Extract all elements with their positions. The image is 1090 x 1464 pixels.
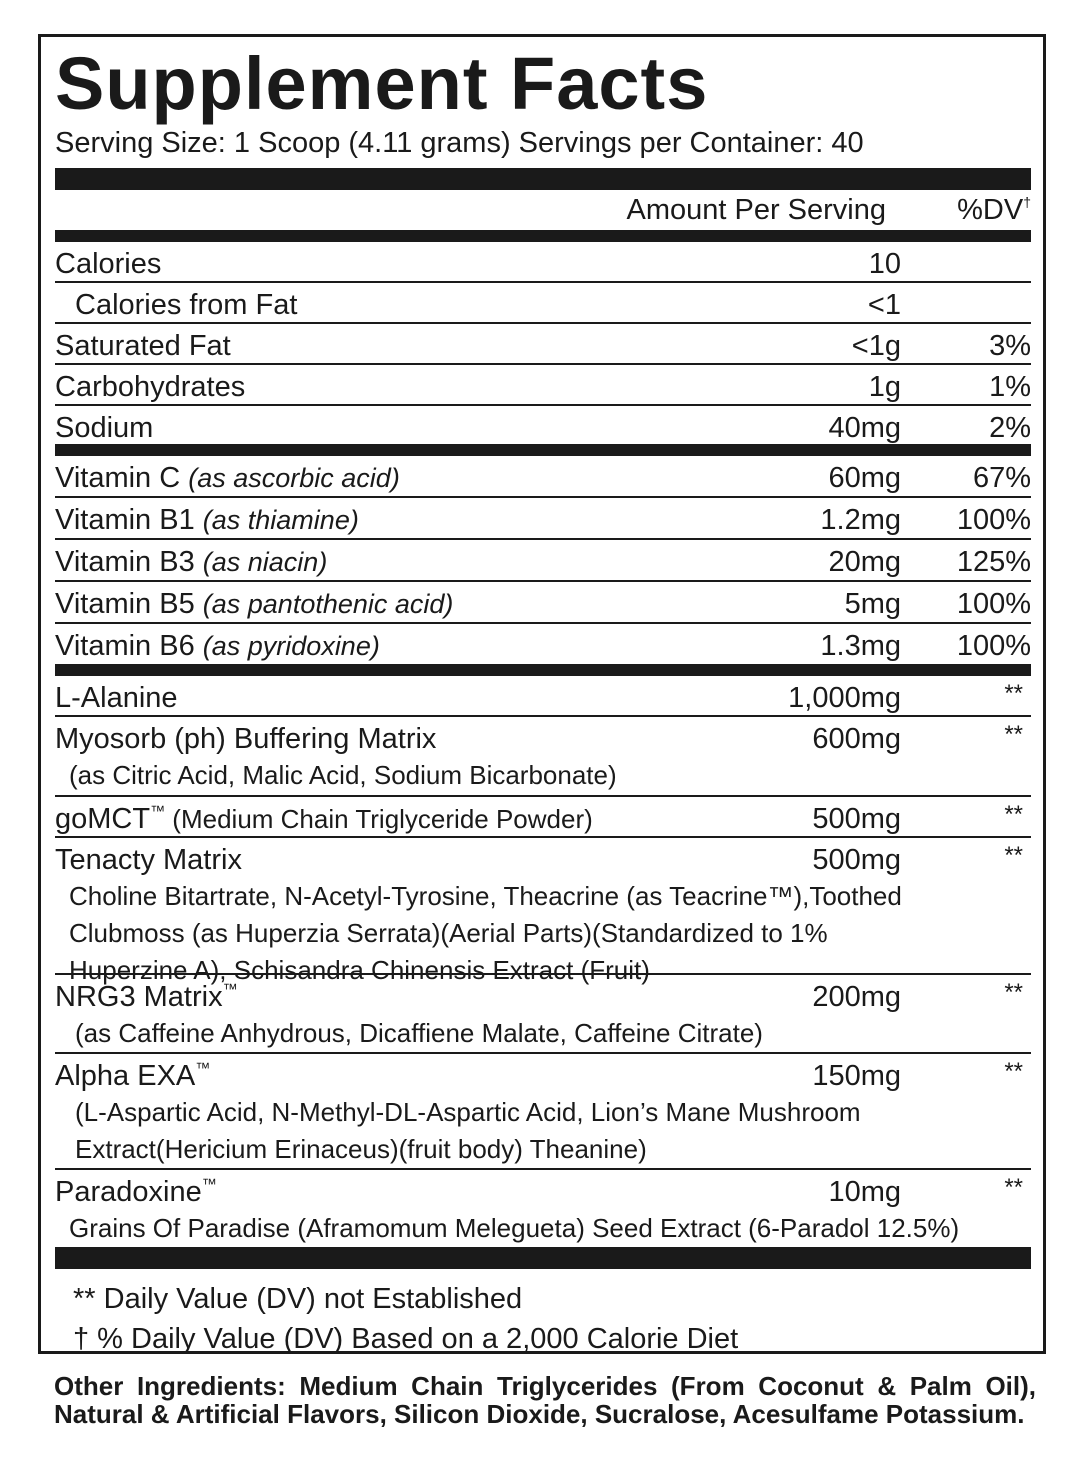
nutrition-row (55, 242, 1031, 283)
blend-row (55, 838, 1031, 985)
blend-row (55, 797, 1031, 838)
divider-medium (55, 230, 1031, 242)
trademark-mark: ™ (222, 981, 238, 998)
vitamins-section (55, 456, 1031, 664)
nutrient-name: Sodium (55, 412, 154, 444)
vitamin-form: (as pyridoxine) (202, 631, 380, 661)
nutrient-dv: 1% (989, 371, 1031, 403)
blend-amount: 150mg (812, 1060, 901, 1092)
blend-name (55, 682, 178, 715)
nutrition-row (55, 406, 1031, 444)
vitamin-dv: 100% (956, 630, 1031, 662)
blend-row (55, 1170, 1031, 1247)
nutrient-amount: <1g (851, 330, 901, 362)
blend-ingredients: Choline Bitartrate, N-Acetyl-Tyrosine, Theacrine (as Teacrine™),Toothed (69, 881, 902, 911)
vitamin-form: (as pantothenic acid) (202, 589, 454, 619)
blend-dv: ** (1004, 979, 1023, 1006)
vitamin-name (55, 588, 453, 621)
blend-label: Alpha EXA (55, 1060, 196, 1092)
vitamin-dv: 100% (956, 588, 1031, 620)
nutrient-name: Saturated Fat (55, 330, 231, 362)
blend-dv: ** (1004, 842, 1023, 869)
blend-ingredients: Grains Of Paradise (Aframomum Melegueta) Seed Extract (6-Paradol 12.5%) (69, 1213, 960, 1243)
vitamin-row (55, 456, 1031, 498)
blend-amount: 500mg (812, 803, 901, 835)
blend-label: NRG3 Matrix (55, 981, 223, 1013)
divider-medium (55, 664, 1031, 676)
vitamin-amount: 1.2mg (820, 504, 901, 536)
trademark-mark: ™ (150, 803, 166, 820)
vitamin-amount: 5mg (844, 588, 901, 620)
serving-info: Serving Size: 1 Scoop (4.11 grams) Servings per Container: 40 (55, 127, 864, 159)
blend-name (55, 803, 593, 836)
blend-row (55, 975, 1031, 1054)
blend-ingredients: Clubmoss (as Huperzia Serrata)(Aerial Parts)(Standardized to 1% (69, 918, 828, 948)
footnote: † % Daily Value (DV) Based on a 2,000 Calorie Diet (73, 1323, 739, 1355)
trademark-mark: ™ (201, 1176, 217, 1193)
nutrient-amount: 40mg (828, 412, 901, 444)
nutrient-name: Carbohydrates (55, 371, 246, 403)
divider-thick (55, 1247, 1031, 1269)
vitamin-amount: 1.3mg (820, 630, 901, 662)
vitamin-dv: 100% (956, 504, 1031, 536)
vitamin-row (55, 498, 1031, 540)
supplement-facts-panel (38, 34, 1046, 1354)
nutrient-name: Calories from Fat (75, 289, 298, 321)
vitamin-label: Vitamin C (55, 462, 189, 494)
vitamin-amount: 60mg (828, 462, 901, 494)
divider-medium (55, 444, 1031, 456)
nutrition-row (55, 365, 1031, 406)
blend-name (55, 1060, 210, 1093)
blend-dv: ** (1004, 1174, 1023, 1201)
other-ingredients: Other Ingredients: Medium Chain Triglycerides (From Coconut & Palm Oil), Natural & Artificial Flavors, Silicon Dioxide, Sucralose, Acesulfame Potassium. (54, 1371, 1036, 1429)
nutrition-row (55, 283, 1031, 324)
footnote: ** Daily Value (DV) not Established (73, 1283, 523, 1315)
vitamin-row (55, 582, 1031, 624)
vitamin-name (55, 630, 380, 663)
amount-header: Amount Per Serving (626, 194, 886, 226)
dv-dagger: † (1023, 194, 1031, 210)
blend-ingredients: Huperzine A), Schisandra Chinensis Extract (Fruit) (69, 955, 650, 985)
nutrient-dv: 2% (989, 412, 1031, 444)
blend-amount: 10mg (828, 1176, 901, 1208)
blend-dv: ** (1004, 680, 1023, 707)
blend-dv: ** (1004, 801, 1023, 828)
vitamin-form: (as thiamine) (202, 505, 359, 535)
vitamin-name (55, 462, 400, 495)
blend-amount: 200mg (812, 981, 901, 1013)
vitamin-row (55, 624, 1031, 664)
blend-description: (Medium Chain Triglyceride Powder) (165, 804, 593, 834)
blend-dv: ** (1004, 721, 1023, 748)
vitamin-name (55, 546, 327, 579)
nutrient-name: Calories (55, 248, 162, 280)
nutrient-dv: 3% (989, 330, 1031, 362)
nutrition-row (55, 324, 1031, 365)
vitamin-amount: 20mg (828, 546, 901, 578)
blend-amount: 600mg (812, 723, 901, 755)
vitamin-form: (as niacin) (202, 547, 328, 577)
nutrient-amount: 1g (868, 371, 901, 403)
blend-row (55, 1054, 1031, 1170)
blend-ingredients: (L-Aspartic Acid, N-Methyl-DL-Aspartic Acid, Lion’s Mane Mushroom (75, 1097, 861, 1127)
vitamin-label: Vitamin B1 (55, 504, 203, 536)
dv-header-label: %DV (957, 194, 1024, 226)
trademark-mark: ™ (195, 1060, 211, 1077)
blend-row (55, 676, 1031, 717)
blend-label: Paradoxine (55, 1176, 202, 1208)
vitamin-label: Vitamin B5 (55, 588, 203, 620)
blends-section (55, 676, 1031, 1247)
blend-ingredients: (as Citric Acid, Malic Acid, Sodium Bicarbonate) (69, 760, 617, 790)
blend-name (55, 844, 242, 877)
vitamin-row (55, 540, 1031, 582)
vitamin-name (55, 504, 359, 537)
blend-amount: 1,000mg (788, 682, 901, 714)
blend-label: Tenacty Matrix (55, 844, 242, 876)
vitamin-form: (as ascorbic acid) (188, 463, 400, 493)
vitamin-label: Vitamin B3 (55, 546, 203, 578)
column-header (55, 190, 1031, 230)
blend-label: Myosorb (ph) Buffering Matrix (55, 723, 437, 755)
vitamin-dv: 67% (972, 462, 1031, 494)
blend-name (55, 981, 238, 1014)
blend-label: L-Alanine (55, 682, 178, 714)
footnotes (55, 1279, 1031, 1359)
blend-name (55, 723, 436, 756)
blend-ingredients: (as Caffeine Anhydrous, Dicaffiene Malate, Caffeine Citrate) (75, 1018, 763, 1048)
blend-name (55, 1176, 217, 1209)
blend-label: goMCT (55, 803, 151, 835)
panel-title: Supplement Facts (55, 42, 709, 125)
blend-amount: 500mg (812, 844, 901, 876)
dv-header (957, 194, 1031, 227)
blend-dv: ** (1004, 1058, 1023, 1085)
vitamin-dv: 125% (956, 546, 1031, 578)
divider-thick (55, 168, 1031, 190)
blend-row (55, 717, 1031, 797)
blend-ingredients: Extract(Hericium Erinaceus)(fruit body) Theanine) (75, 1134, 647, 1164)
nutrition-section (55, 242, 1031, 444)
nutrient-amount: 10 (868, 248, 901, 280)
nutrient-amount: <1 (867, 289, 901, 321)
vitamin-label: Vitamin B6 (55, 630, 203, 662)
